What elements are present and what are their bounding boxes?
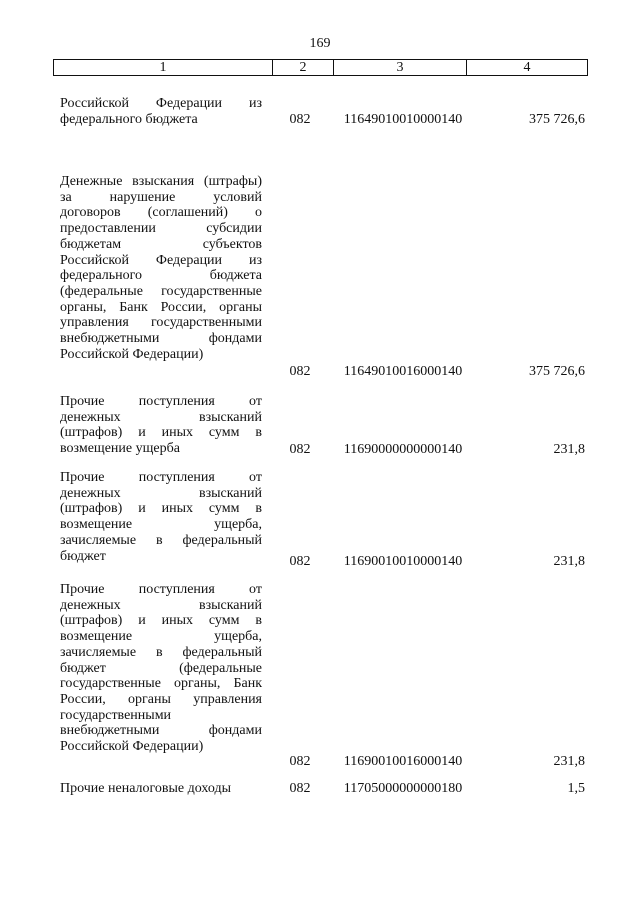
row-name-line: государственные органы, Банк (60, 676, 262, 692)
row-name-line: Денежные взыскания (штрафы) (60, 174, 262, 189)
row-code: 082 (289, 554, 311, 569)
row-kbk: 11649010010000140 (343, 112, 463, 127)
row-name-line: денежных взысканий (60, 485, 262, 501)
row-name-line: органы, Банк России, органы (60, 299, 262, 315)
row-kbk: 11690010016000140 (343, 754, 463, 769)
row-name-line: управления государственными (60, 315, 262, 331)
row-name-line: предоставлении субсидии (60, 221, 262, 237)
row-name-line: внебюджетными фондами (60, 331, 262, 347)
row-name-line: (штрафов) и иных сумм в (60, 501, 262, 517)
row-name-line: возмещение ущерба, (60, 629, 262, 645)
row-name (60, 781, 262, 797)
row-code: 082 (289, 781, 311, 796)
row-name-line: Российской Федерации) (60, 346, 204, 362)
row-name-line: внебюджетными фондами (60, 723, 262, 739)
row-name-line: Прочие поступления от (60, 394, 262, 409)
header-col-2: 2 (273, 60, 334, 75)
row-name-line: Прочие неналоговые доходы (60, 781, 232, 796)
row-name-line: России, органы управления (60, 691, 262, 707)
row-code: 082 (289, 112, 311, 127)
row-name (60, 174, 262, 362)
row-name-line: Российской Федерации) (60, 739, 204, 755)
row-name-line: федерального бюджета (60, 268, 262, 284)
row-name (60, 470, 262, 564)
row-code: 082 (289, 754, 311, 769)
row-name (60, 582, 262, 755)
row-name (60, 394, 262, 457)
row-name-line: бюджетам субъектов (60, 236, 262, 252)
row-name-line: государственными (60, 707, 172, 723)
row-name-line: Российской Федерации из (60, 96, 262, 111)
row-kbk: 11690000000000140 (343, 442, 463, 457)
row-amount: 231,8 (553, 754, 585, 769)
row-name-line: (штрафов) и иных сумм в (60, 425, 262, 441)
row-code: 082 (289, 442, 311, 457)
row-name-line: (федеральные государственные (60, 283, 262, 299)
row-amount: 1,5 (567, 781, 585, 796)
row-name-line: (штрафов) и иных сумм в (60, 613, 262, 629)
page-number: 169 (309, 36, 331, 51)
row-name-line: договоров (соглашений) о (60, 205, 262, 221)
table-header (53, 59, 588, 76)
header-col-4: 4 (523, 60, 531, 75)
header-col-1: 1 (54, 60, 273, 75)
row-kbk: 11705000000000180 (343, 781, 463, 796)
row-name (60, 96, 262, 127)
row-name-line: зачисляемые в федеральный (60, 532, 262, 548)
row-amount: 375 726,6 (529, 112, 585, 127)
row-name-line: федерального бюджета (60, 111, 198, 127)
row-name-line: Прочие поступления от (60, 582, 262, 597)
row-name-line: Российской Федерации из (60, 252, 262, 268)
row-amount: 375 726,6 (529, 364, 585, 379)
row-code: 082 (289, 364, 311, 379)
row-name-line: денежных взысканий (60, 597, 262, 613)
row-amount: 231,8 (553, 554, 585, 569)
row-name-line: зачисляемые в федеральный (60, 644, 262, 660)
row-amount: 231,8 (553, 442, 585, 457)
row-name-line: денежных взысканий (60, 409, 262, 425)
row-name-line: Прочие поступления от (60, 470, 262, 485)
header-col-3: 3 (334, 60, 467, 75)
row-name-line: бюджет (60, 548, 106, 564)
row-name-line: бюджет (федеральные (60, 660, 262, 676)
row-kbk: 11690010010000140 (343, 554, 463, 569)
row-name-line: за нарушение условий (60, 189, 262, 205)
row-name-line: возмещение ущерба (60, 441, 180, 457)
row-name-line: возмещение ущерба, (60, 517, 262, 533)
row-kbk: 11649010016000140 (343, 364, 463, 379)
